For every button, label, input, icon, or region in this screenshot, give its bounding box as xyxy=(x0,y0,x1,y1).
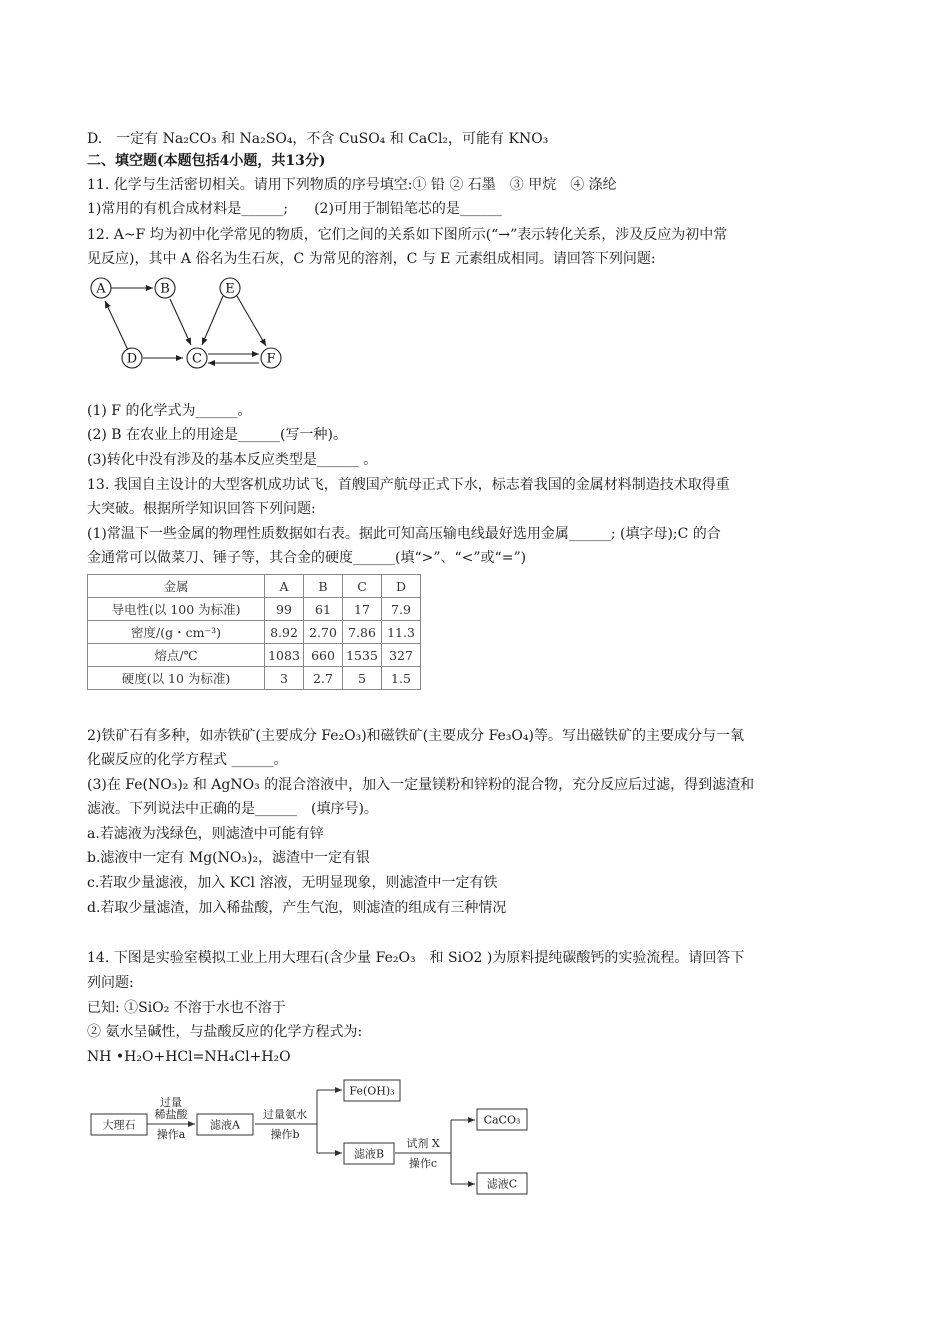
q12-part3: (3)转化中没有涉及的基本反应类型是______ 。 xyxy=(87,452,378,468)
node-d: D xyxy=(126,351,138,367)
flow-op-b: 操作b xyxy=(270,1128,300,1141)
q12-part2: (2) B 在农业上的用途是______(写一种)。 xyxy=(87,427,347,443)
q13-stem-line2: 大突破。根据所学知识回答下列问题: xyxy=(87,501,316,517)
flow-marble: 大理石 xyxy=(102,1118,136,1132)
q12-part1: (1) F 的化学式为______。 xyxy=(87,403,252,419)
table-cell: 密度/(g・cm⁻³) xyxy=(88,621,265,644)
q13-stem-line1: 13. 我国自主设计的大型客机成功试飞，首艘国产航母正式下水，标志着我国的金属材料制造技术取得重 xyxy=(87,477,730,493)
table-header-cell: 金属 xyxy=(88,575,265,598)
q13-part1-line1: (1)常温下一些金属的物理性质数据如右表。据此可知高压输电线最好选用金属______; (填字母);C 的合 xyxy=(87,526,721,542)
table-row xyxy=(88,644,421,667)
table-cell: 2.7 xyxy=(304,667,343,690)
flow-filtrate-b: 滤液B xyxy=(353,1147,385,1161)
q11-part2: (2)可用于制铅笔芯的是______ xyxy=(314,201,502,217)
q14-known-2: ② 氨水呈碱性，与盐酸反应的化学方程式为: xyxy=(87,1024,363,1040)
table-cell: 99 xyxy=(265,598,304,621)
option-a: a.若滤液为浅绿色，则滤渣中可能有锌 xyxy=(87,826,324,842)
q14-stem-line2: 列问题: xyxy=(87,975,134,991)
q13-part2-line2: 化碳反应的化学方程式 ______。 xyxy=(87,752,288,768)
table-cell: 5 xyxy=(343,667,382,690)
table-row xyxy=(88,598,421,621)
section-heading: 二、填空题(本题包括4小题，共13分) xyxy=(87,153,326,169)
table-cell: 11.3 xyxy=(382,621,421,644)
q13-part2-line1: 2)铁矿石有多种，如赤铁矿(主要成分 Fe₂O₃)和磁铁矿(主要成分 Fe₃O₄)等。写出磁铁矿的主要成分与一氧 xyxy=(87,728,744,744)
q12-stem-line1: 12. A~F 均为初中化学常见的物质，它们之间的关系如下图所示(“→”表示转化关系，涉及反应为初中常 xyxy=(87,227,728,243)
table-cell: 8.92 xyxy=(265,621,304,644)
node-a: A xyxy=(96,281,106,297)
relationship-diagram xyxy=(85,272,295,378)
option-b: b.滤液中一定有 Mg(NO₃)₂，滤渣中一定有银 xyxy=(87,850,371,866)
node-b: B xyxy=(160,281,170,297)
flow-fe-oh3: Fe(OH)₃ xyxy=(349,1084,395,1098)
table-cell: 1083 xyxy=(265,644,304,667)
table-cell: 1.5 xyxy=(382,667,421,690)
option-d-line: D. 一定有 Na₂CO₃ 和 Na₂SO₄，不含 CuSO₄ 和 CaCl₂，可能有 KNO₃ xyxy=(87,131,549,147)
table-header-cell: B xyxy=(304,575,343,598)
table-header-row xyxy=(88,575,421,598)
q12-stem-line2: 见反应)，其中 A 俗名为生石灰，C 为常见的溶剂，C 与 E 元素组成相同。请回答下列问题: xyxy=(87,251,656,267)
node-c: C xyxy=(192,351,202,367)
flow-filtrate-c: 滤液C xyxy=(486,1177,518,1191)
q11-subquestions xyxy=(87,198,502,220)
q13-part3-line1: (3)在 Fe(NO₃)₂ 和 AgNO₃ 的混合溶液中，加入一定量镁粉和锌粉的混合物，充分反应后过滤，得到滤渣和 xyxy=(87,777,755,793)
q13-part1-line2: 金通常可以做菜刀、锤子等，其合金的硬度______(填“>”、“<”或“=”) xyxy=(87,550,527,566)
q14-known-1: 已知: ①SiO₂ 不溶于水也不溶于 xyxy=(87,1000,286,1016)
table-cell: 硬度(以 10 为标准) xyxy=(88,667,265,690)
table-cell: 7.86 xyxy=(343,621,382,644)
node-f: F xyxy=(266,351,276,367)
q14-stem-line1: 14. 下图是实验室模拟工业上用大理石(含少量 Fe₂O₃ 和 SiO2 )为原料提纯碳酸钙的实验流程。请回答下 xyxy=(87,950,745,966)
table-cell: 导电性(以 100 为标准) xyxy=(88,598,265,621)
option-d: d.若取少量滤渣，加入稀盐酸，产生气泡，则滤渣的组成有三种情况 xyxy=(87,900,507,916)
option-c: c.若取少量滤液，加入 KCl 溶液，无明显现象，则滤渣中一定有铁 xyxy=(87,875,498,891)
flow-op-c: 操作c xyxy=(408,1157,438,1170)
table-row xyxy=(88,621,421,644)
table-cell: 61 xyxy=(304,598,343,621)
flow-reagent-x: 试剂 X xyxy=(406,1137,440,1150)
flow-filtrate-a: 滤液A xyxy=(210,1118,240,1132)
flow-reagent2: 过量氨水 xyxy=(263,1108,307,1121)
process-flow-diagram xyxy=(85,1072,535,1202)
flow-reagent1-top: 过量 xyxy=(160,1096,182,1109)
table-cell: 7.9 xyxy=(382,598,421,621)
q11-stem: 11. 化学与生活密切相关。请用下列物质的序号填空:① 铅 ② 石墨 ③ 甲烷 ④ 涤纶 xyxy=(87,177,617,193)
table-header-cell: C xyxy=(343,575,382,598)
table-header-cell: D xyxy=(382,575,421,598)
table-cell: 17 xyxy=(343,598,382,621)
node-e: E xyxy=(225,281,235,297)
flow-op-a: 操作a xyxy=(156,1128,186,1141)
flow-caco3: CaCO₃ xyxy=(483,1113,521,1127)
table-cell: 660 xyxy=(304,644,343,667)
table-cell: 2.70 xyxy=(304,621,343,644)
metal-property-table xyxy=(87,574,421,690)
flow-reagent1-bottom: 稀盐酸 xyxy=(154,1108,188,1121)
q11-part1: 1)常用的有机合成材料是______; xyxy=(87,201,289,217)
table-header-cell: A xyxy=(265,575,304,598)
table-cell: 3 xyxy=(265,667,304,690)
q14-equation: NH •H₂O+HCl=NH₄Cl+H₂O xyxy=(87,1049,291,1065)
table-cell: 熔点/℃ xyxy=(88,644,265,667)
q13-part3-line2: 滤液。下列说法中正确的是______ (填序号)。 xyxy=(87,801,378,817)
table-cell: 1535 xyxy=(343,644,382,667)
table-cell: 327 xyxy=(382,644,421,667)
table-row xyxy=(88,667,421,690)
